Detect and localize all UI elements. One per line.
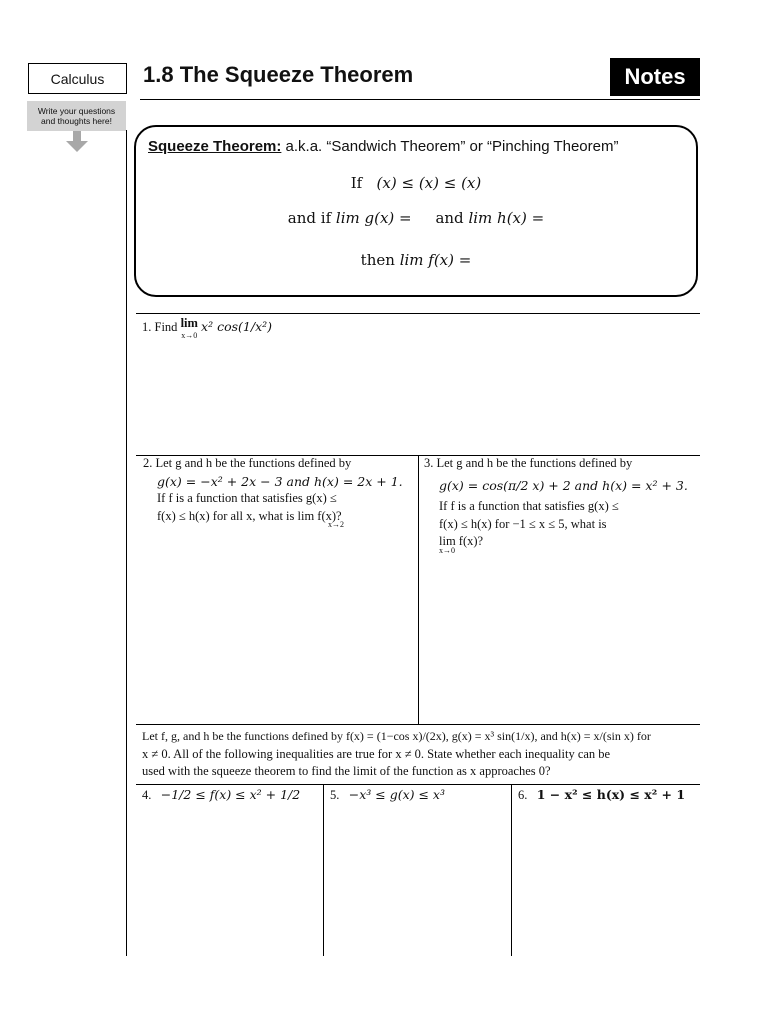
theorem-heading <box>148 138 618 155</box>
theorem-lim-f: lim f(x) = <box>399 251 472 269</box>
theorem-and: and <box>435 209 464 227</box>
problem-1 <box>142 318 272 341</box>
problem3-number: 3. <box>424 456 434 470</box>
problem3-line2: g(x) = cos(π/2 x) + 2 and h(x) = x² + 3. <box>439 477 688 493</box>
theorem-line-3 <box>134 251 698 269</box>
problem6-number: 6. <box>518 788 528 802</box>
problem5-number: 5. <box>330 788 340 802</box>
problem-group-top-rule <box>136 724 700 725</box>
sidebar-note-line2: and thoughts here! <box>41 116 112 126</box>
problem2-line2: g(x) = −x² + 2x − 3 and h(x) = 2x + 1. <box>157 473 403 489</box>
theorem-lim-h: lim h(x) = <box>468 209 545 227</box>
problem6-expr: 1 − x² ≤ h(x) ≤ x² + 1 <box>536 787 686 802</box>
theorem-title: Squeeze Theorem: <box>148 138 282 155</box>
problem3-line4: f(x) ≤ h(x) for −1 ≤ x ≤ 5, what is <box>439 516 607 531</box>
problem-2 <box>143 455 413 529</box>
problem3-lim-sub: x→0 <box>439 545 455 555</box>
problem-group-line2: x ≠ 0. All of the following inequalities are true for x ≠ 0. State whether each inequality can be <box>142 746 611 761</box>
problem1-top-rule <box>136 313 700 314</box>
problem2-3-divider <box>418 455 419 724</box>
course-label: Calculus <box>28 63 127 94</box>
problem3-line3: If f is a function that satisfies g(x) ≤ <box>439 499 619 513</box>
problem5-expr: −x³ ≤ g(x) ≤ x³ <box>348 787 445 802</box>
problem2-line3: If f is a function that satisfies g(x) ≤ <box>157 491 337 505</box>
problem4-expr: −1/2 ≤ f(x) ≤ x² + 1/2 <box>160 787 301 802</box>
problem-group-line1: Let f, g, and h be the functions defined by f(x) = (1−cos x)/(2x), g(x) = x³ sin(1/x), and h(x) = x/(sin x) for <box>142 729 651 743</box>
problem1-lim-sub: x→0 <box>181 331 198 340</box>
problem-3 <box>424 455 696 555</box>
margin-line <box>126 130 127 956</box>
problem2-lim-sub: x→2 <box>328 520 344 529</box>
theorem-line-2 <box>134 209 698 227</box>
problem2-number: 2. <box>143 456 153 470</box>
theorem-line-1 <box>134 174 698 192</box>
theorem-lim-g: lim g(x) = <box>335 209 412 227</box>
theorem-aka: a.k.a. “Sandwich Theorem” or “Pinching Theorem” <box>281 138 619 155</box>
problem1-lim: lim <box>180 316 198 330</box>
problem2-line1: Let g and h be the functions defined by <box>155 456 352 470</box>
problem4-6-top-rule <box>136 784 700 785</box>
problem3-line5: lim f(x)? <box>439 534 484 548</box>
down-arrow-icon <box>66 131 88 153</box>
problem-5 <box>330 786 445 805</box>
problem-group-line3: used with the squeeze theorem to find the limit of the function as x approaches 0? <box>142 764 551 778</box>
problem-group-intro <box>142 728 698 781</box>
problem1-expr: x² cos(1/x²) <box>201 319 273 334</box>
problem-6 <box>518 786 685 805</box>
problem3-line1: Let g and h be the functions defined by <box>436 456 633 470</box>
theorem-if: If <box>350 174 363 192</box>
problem-4 <box>142 786 300 805</box>
sidebar-note-line1: Write your questions <box>37 106 116 116</box>
sidebar-note <box>27 101 126 131</box>
title-underline <box>140 99 700 100</box>
problem2-line4: f(x) ≤ h(x) for all x, what is lim f(x)? <box>157 508 342 523</box>
problem1-text: Find <box>154 320 178 334</box>
theorem-inequality: (x) ≤ (x) ≤ (x) <box>376 174 482 192</box>
page-title: 1.8 The Squeeze Theorem <box>143 62 414 87</box>
problem1-number: 1. <box>142 320 152 334</box>
theorem-and-if: and if <box>287 209 332 227</box>
notes-badge: Notes <box>610 58 700 96</box>
theorem-then: then <box>360 251 395 269</box>
problem4-5-divider <box>323 784 324 956</box>
problem5-6-divider <box>511 784 512 956</box>
problem4-number: 4. <box>142 788 152 802</box>
